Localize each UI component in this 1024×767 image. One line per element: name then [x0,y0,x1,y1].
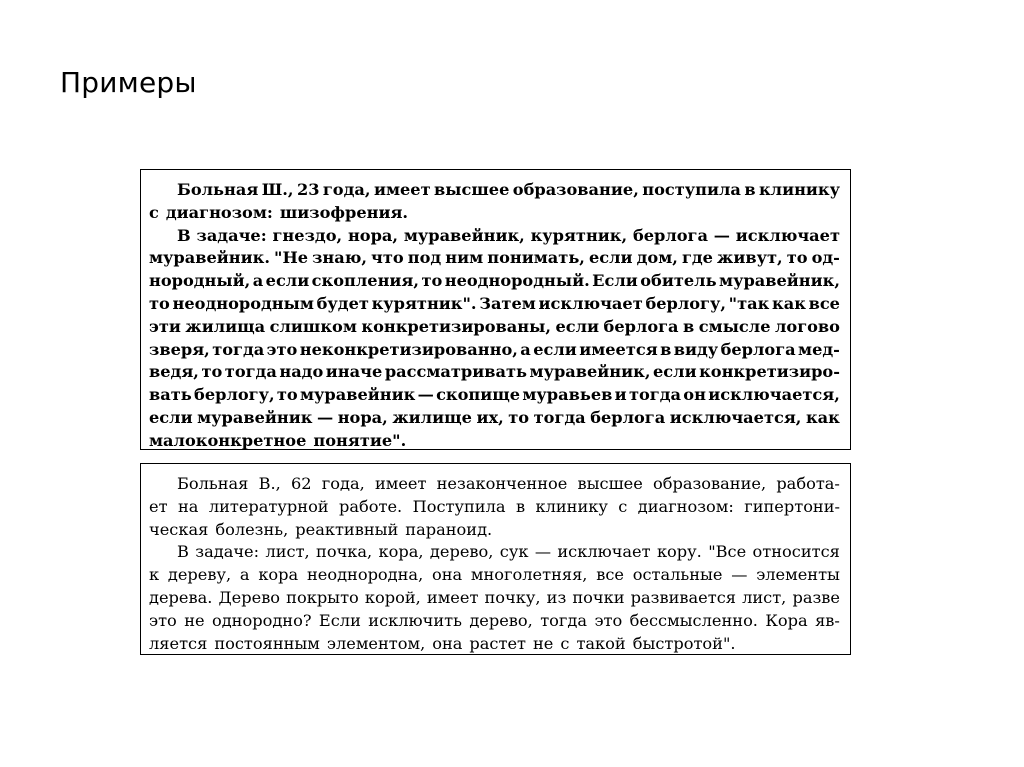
word: высшее [577,474,643,493]
text-line [149,564,840,587]
word: понимать, [487,248,585,268]
word: рассматривать [384,362,527,382]
text-line [149,316,840,339]
word: скопище [436,385,521,405]
text-line [149,384,840,407]
word: ним [445,248,484,268]
word: дом, [636,248,678,268]
word: клинику [758,180,840,199]
word: в [660,339,672,359]
word: Больная [177,474,249,493]
word: реактивный [295,519,399,539]
word: работе. [339,496,403,516]
word: зверя, [149,339,210,359]
word: берлога [720,339,796,359]
word: неоднородна, [306,565,424,585]
word: если [533,339,577,359]
word: В [177,542,189,562]
text-line [149,361,840,384]
text-line [149,430,840,453]
word: кора [258,565,299,585]
word: с [618,496,628,516]
word: вать [149,385,192,405]
word: курятник, [530,225,628,245]
word: все [808,293,840,313]
word: нородный, [149,271,251,291]
word: виду [673,339,719,359]
word: под [407,248,442,268]
word: смысле [698,316,771,336]
word: малоконкретное [149,430,307,450]
word: Если [592,271,638,291]
word: многолетняя, [470,565,588,585]
word: однородно? [211,610,312,630]
word: — [417,385,434,405]
word: их, [476,407,504,427]
word: будет [316,293,369,313]
word: не [532,633,554,653]
word: В [177,225,191,245]
word: нора, [337,407,388,427]
text-line [149,293,840,316]
word: муравейник, [719,271,840,291]
word: Больная [177,180,259,199]
word: од- [811,248,840,268]
word: курятник". [371,293,477,313]
word: бессмысленно. [629,610,758,630]
word: Если [318,610,361,630]
word: относится [752,542,840,562]
word: то [149,293,170,313]
word: ведя, [149,362,199,382]
word: постоянным [214,633,320,653]
word: элементы [756,565,840,585]
word: что [371,248,404,268]
word: клинику [535,496,608,516]
example-box-2 [140,463,851,655]
word: если [653,362,697,382]
word: берлогу, [645,293,726,313]
word: она [432,633,463,653]
word: к [149,565,160,585]
word: в [515,496,526,516]
word: неоднородный. [444,271,590,291]
word: как [805,407,840,427]
word: слишком [269,316,357,336]
word: а [520,339,531,359]
word: исключает [538,293,643,313]
word: лист, [742,587,787,607]
word: растет [469,633,526,653]
text-line [149,407,840,430]
word: параноид. [405,519,493,539]
word: то [786,248,808,268]
text-line [149,496,840,519]
word: дереву, [167,565,232,585]
word: а [239,565,250,585]
word: — [713,225,730,245]
word: скопления, [311,271,420,291]
word: исключается, [669,407,802,427]
word: развивается [630,587,736,607]
word: Кора [765,610,808,630]
word: образование, [512,180,639,199]
word: имеет [374,474,427,493]
word: в [744,180,756,199]
word: дерево, [469,610,533,630]
word: живут, [717,248,783,268]
word: муравейник, [529,362,651,382]
text-line [149,339,840,362]
word: исключает [735,225,840,245]
word: надо [279,362,324,382]
word: если [149,407,193,427]
word: нора, [347,225,399,245]
word: конкретизиро- [699,362,840,382]
word: он [683,385,706,405]
word: жилище [392,407,472,427]
word: Дерево [218,587,281,607]
word: как [772,293,806,313]
word: В., [258,474,281,493]
word: исключает [557,542,651,562]
word: муравейник [299,385,416,405]
word: дерево, [429,542,494,562]
word: Затем [479,293,536,313]
word: это [149,610,177,630]
word: ет [149,496,168,516]
text-line [149,587,840,610]
word: почки [572,587,625,607]
word: знаю, [312,248,367,268]
word: понятие". [313,430,407,450]
word: лист, [265,542,310,562]
word: если [265,271,310,291]
word: покрыто [286,587,359,607]
word: диагнозом: [165,202,273,222]
word: все [596,565,624,585]
example-box-1 [140,169,851,450]
word: дерева. [149,587,213,607]
word: незаконченное [436,474,568,493]
word: тогда [533,407,586,427]
text-line [149,247,840,270]
word: берлога [632,225,708,245]
word: то [276,385,298,405]
word: муравейник. [149,248,270,268]
word: имеет [373,180,431,199]
word: неконкретизированно, [299,339,518,359]
word: если [555,316,600,336]
word: исключается, [708,385,840,405]
word: — [534,542,551,562]
text-line [149,633,840,655]
word: с [560,633,570,653]
word: это [266,339,298,359]
word: "так [728,293,770,313]
word: задаче: [196,225,267,245]
word: ческая [149,519,209,539]
word: она [431,565,463,585]
word: логово [774,316,840,336]
word: Ш., [261,180,294,199]
word: Поступила [412,496,506,516]
slide-title: Примеры [60,66,197,99]
word: жилища [185,316,266,336]
word: то [201,362,223,382]
word: высшее [434,180,510,199]
text-line [149,225,840,248]
word: поступила [642,180,741,199]
word: 62 [290,474,312,493]
word: тогда [224,362,277,382]
word: — [316,407,334,427]
word: элементом, [326,633,426,653]
text-line [149,519,840,542]
word: это [594,610,623,630]
word: иначе [325,362,383,382]
word: гипертони- [744,496,840,516]
word: ляется [149,633,208,653]
text-line [149,270,840,293]
word: то [421,271,443,291]
word: эти [149,316,181,336]
word: корой, [364,587,421,607]
word: имеется [579,339,658,359]
word: мед- [798,339,840,359]
word: на [177,496,199,516]
word: неоднородным [172,293,314,313]
word: 23 [296,180,320,199]
text-line [149,541,840,564]
word: такой [576,633,626,653]
word: имеет [426,587,479,607]
word: образование, [652,474,767,493]
word: если [588,248,633,268]
word: тогда [212,339,265,359]
text-line [149,473,840,496]
word: берлога [603,316,679,336]
word: где [681,248,713,268]
word: "Все [708,542,747,562]
word: исключить [368,610,462,630]
word: яв- [815,610,840,630]
word: болезнь, [215,519,289,539]
word: остальные [632,565,723,585]
word: конкретизированы, [361,316,551,336]
word: года, [322,180,371,199]
word: почку, [484,587,541,607]
word: обитель [640,271,717,291]
word: тогда [540,610,588,630]
word: кора, [378,542,424,562]
word: разве [792,587,840,607]
word: диагнозом: [637,496,734,516]
word: муравейник, [403,225,525,245]
word: из [546,587,567,607]
word: года, [321,474,365,493]
word: — [731,565,748,585]
word: муравьев [522,385,613,405]
word: в [683,316,695,336]
text-line [149,202,840,225]
word: литературной [208,496,329,516]
word: кору. [656,542,702,562]
word: сук [499,542,529,562]
word: почка, [316,542,373,562]
text-line [149,179,840,202]
word: берлога [590,407,666,427]
word: шизофрения. [279,202,409,222]
word: не [184,610,205,630]
word: задаче: [195,542,260,562]
word: работа- [776,474,840,493]
word: то [508,407,530,427]
word: тогда [628,385,681,405]
word: "Не [274,248,309,268]
word: берлогу, [194,385,275,405]
word: и [614,385,627,405]
text-line [149,610,840,633]
word: муравейник [197,407,313,427]
word: с [149,202,159,222]
word: а [252,271,264,291]
word: гнездо, [272,225,343,245]
word: быстротой". [632,633,736,653]
